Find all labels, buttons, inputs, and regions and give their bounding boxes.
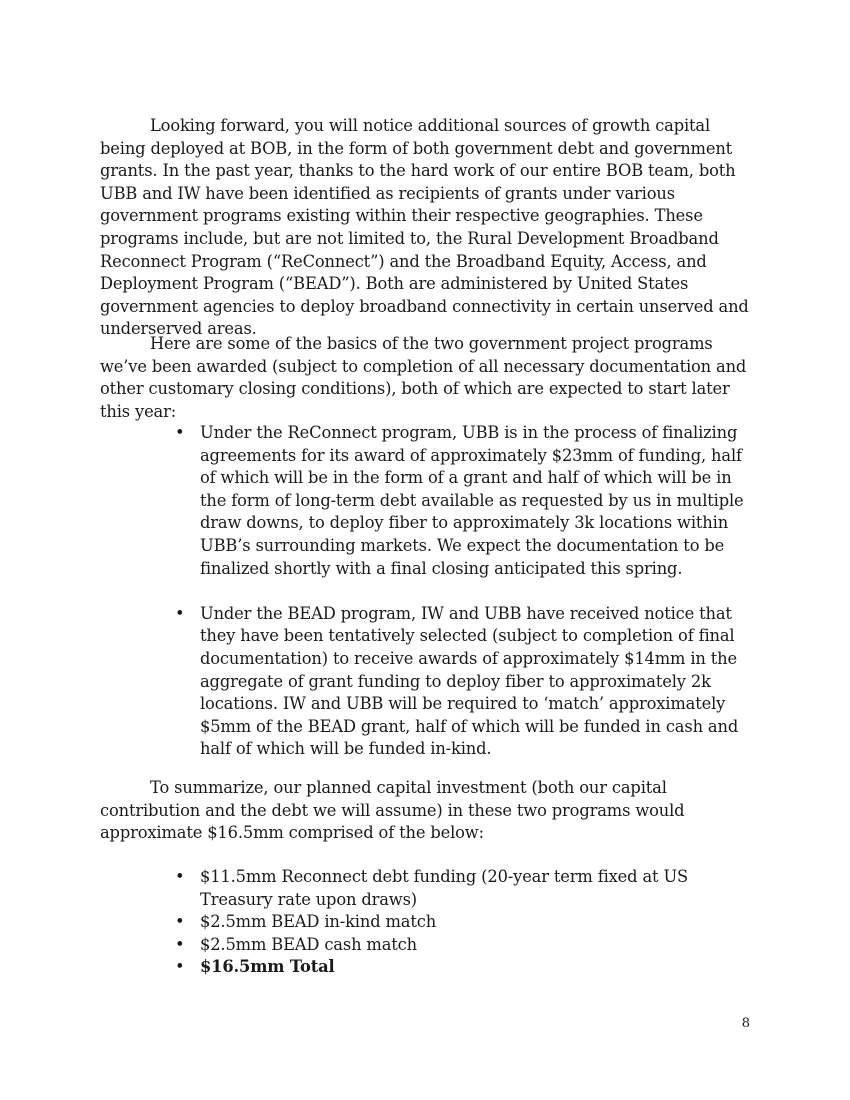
program-bullet-list	[175, 422, 752, 761]
list-item-total-text: $16.5mm Total	[200, 957, 335, 977]
list-item-text: Under the BEAD program, IW and UBB have received notice that they have been tentatively selected (subject to completion of final documentation) to receive awards of approximately $14mm in the aggregate of grant funding to deploy fiber to approximately 2k locations. IW and UBB will be required to ‘match’ approximately $5mm of the BEAD grant, half of which will be funded in cash and half of which will be funded in-kind.	[200, 603, 739, 759]
paragraph-program-basics-text: Here are some of the basics of the two government project programs we’ve been awarded (subject to completion of all necessary documentation and other customary closing conditions), both of which are expected to start later this year:	[100, 334, 747, 421]
bullet-icon: •	[175, 957, 185, 977]
paragraph-program-basics	[100, 333, 752, 423]
list-item-bead	[175, 603, 752, 761]
page-number: 8	[741, 1016, 750, 1031]
paragraph-summary	[100, 777, 752, 845]
bullet-icon: •	[175, 934, 185, 954]
list-item-reconnect	[175, 422, 752, 580]
list-item-text: $11.5mm Reconnect debt funding (20-year term fixed at US Treasury rate upon draws)	[200, 867, 689, 909]
paragraph-summary-text: To summarize, our planned capital investment (both our capital contribution and the debt we will assume) in these two programs would approximate $16.5mm comprised of the below:	[100, 778, 685, 843]
list-item-bead-cash	[175, 934, 752, 957]
bullet-icon: •	[175, 912, 185, 932]
bullet-icon: •	[175, 423, 185, 442]
list-item-text: $2.5mm BEAD cash match	[200, 934, 417, 954]
list-item-text: $2.5mm BEAD in-kind match	[200, 912, 437, 932]
list-item-bead-in-kind	[175, 911, 752, 934]
list-item-text: Under the ReConnect program, UBB is in the process of finalizing agreements for its award of approximately $23mm of funding, half of which will be in the form of a grant and half of which will be in the form of long-term debt available as requested by us in multiple draw downs, to deploy fiber to approximately 3k locations within UBB’s surrounding markets. We expect the documentation to be finalized shortly with a final closing anticipated this spring.	[200, 423, 744, 578]
summary-bullet-list	[175, 866, 752, 979]
bullet-icon: •	[175, 867, 185, 886]
list-item-total	[175, 956, 752, 979]
paragraph-growth-capital	[100, 115, 752, 341]
bullet-icon: •	[175, 603, 185, 623]
paragraph-growth-capital-text: Looking forward, you will notice additional sources of growth capital being deployed at BOB, in the form of both government debt and government grants. In the past year, thanks to the hard work of our entire BOB team, both UBB and IW have been identified as recipients of grants under various government programs existing within their respective geographies. These programs include, but are not limited to, the Rural Development Broadband Reconnect Program (“ReConnect”) and the Broadband Equity, Access, and Deployment Program (“BEAD”). Both are administered by United States government agencies to deploy broadband connectivity in certain unserved and underserved areas.	[100, 116, 749, 339]
list-item-reconnect-debt	[175, 866, 752, 911]
